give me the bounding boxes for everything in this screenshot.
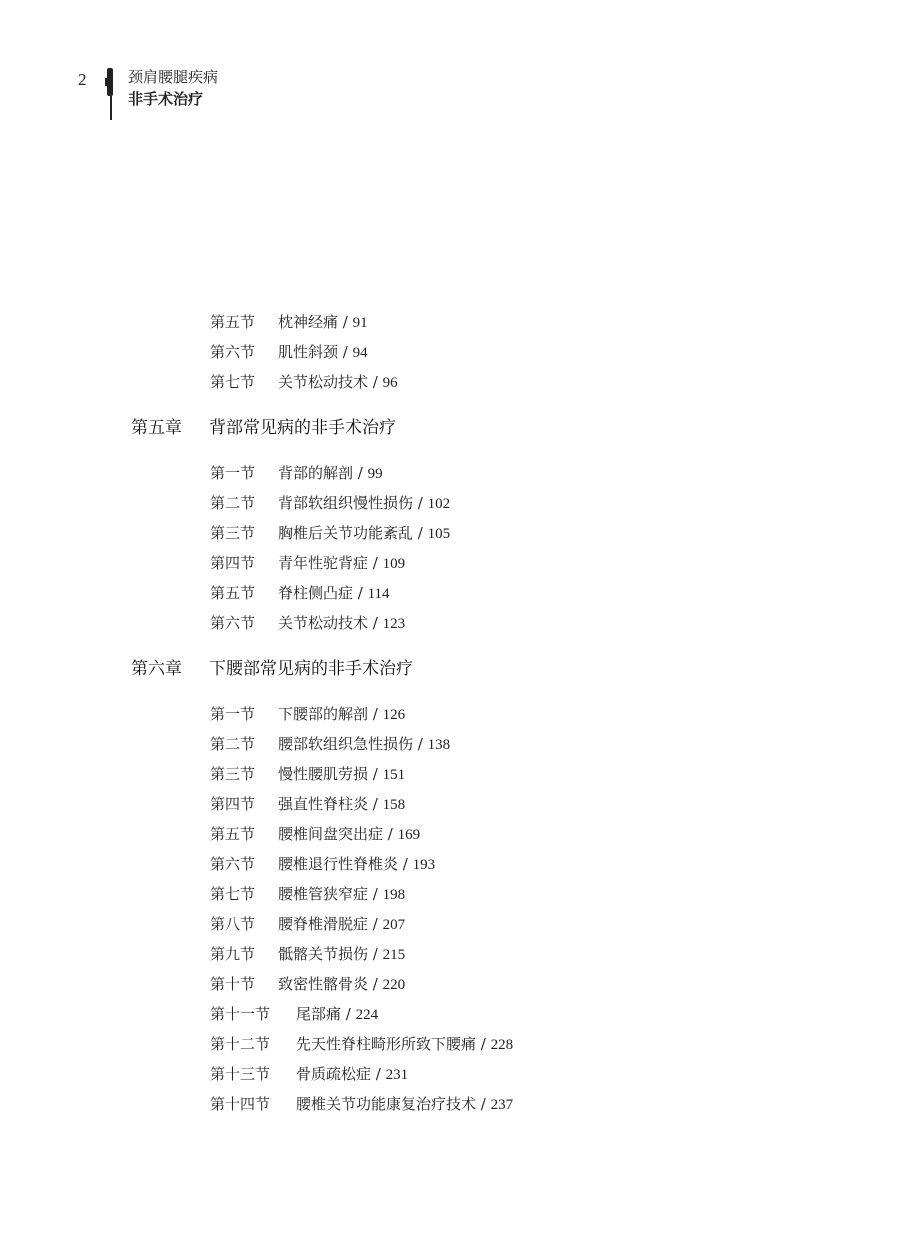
section-title: 慢性腰肌劳损 (278, 765, 369, 783)
section-number: 第十四节 (210, 1095, 271, 1113)
section-title: 尾部痛 (296, 1005, 342, 1023)
toc-entry: 第五节 腰椎间盘突出症 / 169 (210, 825, 421, 843)
toc-entry: 第二节 腰部软组织急性损伤 / 138 (210, 735, 451, 753)
section-page: 215 (382, 947, 406, 963)
section-page: 123 (382, 616, 406, 632)
section-number: 第十二节 (210, 1035, 271, 1053)
section-page: 158 (382, 797, 406, 813)
toc-entry: 第四节 强直性脊柱炎 / 158 (210, 795, 406, 813)
section-number: 第五节 (210, 584, 256, 602)
toc-entry: 第十节 致密性髂骨炎 / 220 (210, 975, 406, 993)
section-number: 第十三节 (210, 1065, 271, 1083)
toc-entry: 第四节 青年性驼背症 / 109 (210, 554, 406, 572)
section-number: 第九节 (210, 945, 256, 963)
toc-entry: 第十四节 腰椎关节功能康复治疗技术 / 237 (210, 1095, 514, 1113)
book-title-line2: 非手术治疗 (128, 90, 204, 108)
section-title: 青年性驼背症 (278, 554, 369, 572)
section-page: 224 (355, 1007, 379, 1023)
section-page: 126 (382, 707, 406, 723)
section-title: 致密性髂骨炎 (278, 975, 369, 993)
section-page: 237 (490, 1097, 514, 1113)
section-title: 强直性脊柱炎 (278, 795, 369, 813)
section-title: 关节松动技术 (278, 373, 369, 391)
toc-entry: 第二节 背部软组织慢性损伤 / 102 (210, 494, 451, 512)
section-number: 第五节 (210, 825, 256, 843)
page-number: 2 (78, 70, 87, 89)
section-number: 第十一节 (210, 1005, 271, 1023)
section-number: 第八节 (210, 915, 256, 933)
section-number: 第三节 (210, 765, 256, 783)
toc-entry: 第六节 腰椎退行性脊椎炎 / 193 (210, 855, 436, 873)
section-page: 193 (412, 857, 436, 873)
section-page: 228 (490, 1037, 514, 1053)
section-number: 第四节 (210, 554, 256, 572)
section-title: 背部的解剖 (278, 464, 354, 482)
toc-entry: 第十三节 骨质疏松症 / 231 (210, 1065, 409, 1083)
section-page: 94 (352, 345, 368, 361)
section-title: 下腰部的解剖 (278, 705, 369, 723)
section-number: 第一节 (210, 464, 256, 482)
section-page: 114 (367, 586, 390, 602)
chapter-title: 下腰部常见病的非手术治疗 (209, 659, 413, 679)
header-ornament-icon (104, 68, 114, 98)
toc-entry: 第一节 背部的解剖 / 99 (210, 464, 383, 482)
section-page: 169 (397, 827, 421, 843)
section-page: 231 (385, 1067, 409, 1083)
toc-entry: 第一节 下腰部的解剖 / 126 (210, 705, 406, 723)
header-rule (110, 96, 112, 120)
section-page: 220 (382, 977, 406, 993)
chapter-number: 第六章 (131, 659, 182, 679)
chapter-title: 背部常见病的非手术治疗 (209, 418, 396, 438)
toc-entry: 第六节 关节松动技术 / 123 (210, 614, 406, 632)
toc-entry: 第九节 骶髂关节损伤 / 215 (210, 945, 406, 963)
section-number: 第六节 (210, 343, 256, 361)
section-title: 腰部软组织急性损伤 (278, 735, 414, 753)
toc-entry: 第六节 肌性斜颈 / 94 (210, 343, 368, 361)
section-number: 第二节 (210, 735, 256, 753)
section-number: 第七节 (210, 885, 256, 903)
section-number: 第十节 (210, 975, 256, 993)
section-number: 第二节 (210, 494, 256, 512)
section-page: 198 (382, 887, 406, 903)
section-number: 第三节 (210, 524, 256, 542)
section-number: 第四节 (210, 795, 256, 813)
section-title: 先天性脊柱畸形所致下腰痛 (296, 1035, 477, 1053)
section-page: 207 (382, 917, 406, 933)
section-title: 腰椎管狭窄症 (278, 885, 369, 903)
toc-entry: 第七节 腰椎管狭窄症 / 198 (210, 885, 406, 903)
toc-entry: 第三节 胸椎后关节功能紊乱 / 105 (210, 524, 451, 542)
toc-entry: 第三节 慢性腰肌劳损 / 151 (210, 765, 406, 783)
toc-entry: 第七节 关节松动技术 / 96 (210, 373, 398, 391)
chapter-number: 第五章 (131, 418, 182, 438)
book-title-line1: 颈肩腰腿疾病 (128, 68, 219, 86)
section-number: 第五节 (210, 313, 256, 331)
section-page: 109 (382, 556, 406, 572)
section-title: 脊柱侧凸症 (278, 584, 354, 602)
section-number: 第一节 (210, 705, 256, 723)
section-title: 腰椎关节功能康复治疗技术 (296, 1095, 477, 1113)
toc-entry: 第五节 脊柱侧凸症 / 114 (210, 584, 390, 602)
section-page: 91 (352, 315, 368, 331)
section-title: 腰椎退行性脊椎炎 (278, 855, 399, 873)
toc-entry: 第五节 枕神经痛 / 91 (210, 313, 368, 331)
toc-entry: 第十二节 先天性脊柱畸形所致下腰痛 / 228 (210, 1035, 514, 1053)
section-title: 骨质疏松症 (296, 1065, 372, 1083)
chapter-heading (131, 657, 413, 681)
section-title: 腰脊椎滑脱症 (278, 915, 369, 933)
section-number: 第六节 (210, 614, 256, 632)
section-page: 102 (427, 496, 451, 512)
section-title: 胸椎后关节功能紊乱 (278, 524, 414, 542)
section-page: 96 (382, 375, 398, 391)
section-number: 第七节 (210, 373, 256, 391)
section-title: 肌性斜颈 (278, 343, 339, 361)
section-title: 骶髂关节损伤 (278, 945, 369, 963)
chapter-heading (131, 416, 396, 440)
section-title: 关节松动技术 (278, 614, 369, 632)
section-page: 105 (427, 526, 451, 542)
section-title: 枕神经痛 (278, 313, 339, 331)
section-title: 腰椎间盘突出症 (278, 825, 384, 843)
section-page: 138 (427, 737, 451, 753)
toc-entry: 第十一节 尾部痛 / 224 (210, 1005, 379, 1023)
section-number: 第六节 (210, 855, 256, 873)
toc-entry: 第八节 腰脊椎滑脱症 / 207 (210, 915, 406, 933)
section-page: 99 (367, 466, 383, 482)
section-title: 背部软组织慢性损伤 (278, 494, 414, 512)
book-title (128, 66, 218, 110)
section-page: 151 (382, 767, 406, 783)
